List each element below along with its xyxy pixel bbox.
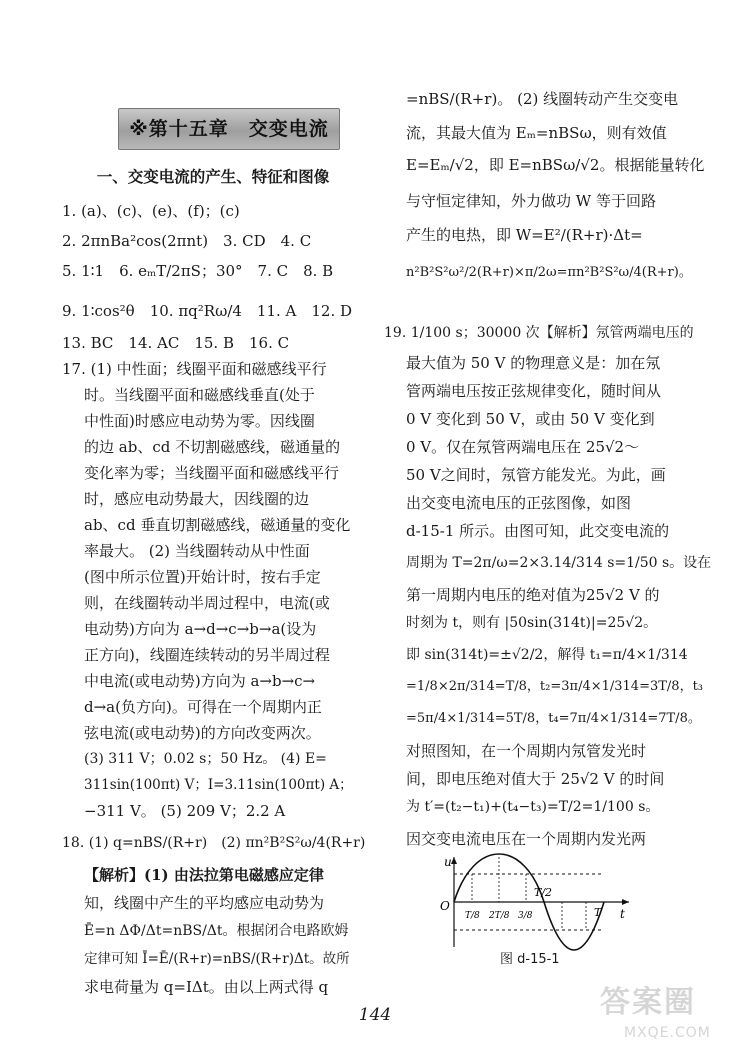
answer-line: 9. 1∶cos²θ 10. πq²Rω/4 11. A 12. D (62, 302, 353, 320)
analysis-line: 知，线圈中产生的平均感应电动势为 (84, 894, 325, 912)
analysis-line: d-15-1 所示。由图可知，此交变电流的 (406, 522, 670, 540)
analysis-line: 产生的电热，即 W=E²/(R+r)·Δt= (406, 226, 643, 244)
tick-label: 2T/8 (489, 911, 510, 921)
t-axis-label: t (620, 907, 625, 921)
tick-label: T/8 (465, 911, 480, 921)
analysis-line: 流，其最大值为 Eₘ=nBSω，则有效值 (406, 124, 667, 142)
analysis-line: 第一周期内电压的绝对值为25√2 V 的 (406, 586, 660, 604)
answer-line: (图中所示位置)开始计时，按右手定 (84, 568, 321, 586)
t-axis-arrow (622, 899, 629, 905)
answer-line: 1. (a)、(c)、(e)、(f)；(c) (62, 202, 240, 220)
chapter-banner: ※第十五章 交变电流 (118, 108, 340, 150)
analysis-line: 最大值为 50 V 的物理意义是：加在氖 (406, 354, 661, 372)
answer-line: 的边 ab、cd 不切割磁感线，磁通量的 (84, 438, 341, 456)
answer-line: −311 V。 (5) 209 V；2.2 A (84, 802, 286, 820)
analysis-line: =1/8×2π/314=T/8，t₂=3π/4×1/314=3T/8，t₃ (406, 679, 704, 694)
answer-line: ab、cd 垂直切割磁感线，磁通量的变化 (84, 516, 351, 534)
analysis-line: 即 sin(314t)=±√2/2，解得 t₁=π/4×1/314 (406, 647, 688, 663)
u-axis-arrow (451, 857, 457, 864)
analysis-line: Ē=n ΔΦ/Δt=nBS/Δt。根据闭合电路欧姆 (84, 923, 349, 939)
analysis-line: 0 V。仅在氖管两端电压在 25√2～ (406, 438, 640, 456)
answer-line: 电动势)方向为 a→d→c→b→a(设为 (84, 620, 317, 638)
figure-caption: 图 d-15-1 (500, 952, 560, 967)
answer-line: 2. 2πnBa²cos(2πnt) 3. CD 4. C (62, 232, 312, 250)
analysis-line: n²B²S²ω²/2(R+r)×π/2ω=πn²B²S²ω/4(R+r)。 (406, 265, 692, 280)
page-number: 144 (358, 1005, 392, 1025)
half-period-label: T/2 (534, 886, 553, 899)
answer-line: (3) 311 V；0.02 s；50 Hz。 (4) E= (84, 751, 327, 767)
section-title: 一、交变电流的产生、特征和图像 (96, 168, 330, 186)
analysis-line: 时刻为 t，则有 |50sin(314t)|=25√2。 (406, 615, 658, 631)
origin-label: O (440, 899, 450, 913)
answer-line: 18. (1) q=nBS/(R+r) (2) πn²B²S²ω/4(R+r) (62, 835, 366, 851)
analysis-line: 出交变电流电压的正弦图像，如图 (406, 494, 632, 512)
analysis-line: 50 V之间时，氖管方能发光。为此，画 (406, 466, 666, 484)
analysis-line: 与守恒定律知，外力做功 W 等于回路 (406, 192, 656, 210)
answer-line: 19. 1/100 s；30000 次【解析】氖管两端电压的 (384, 325, 694, 341)
answer-line: 率最大。 (2) 当线圈转动从中性面 (84, 542, 310, 560)
answer-line: 时，感应电动势最大，因线圈的边 (84, 490, 310, 508)
answer-line: 则，在线圈转动半周过程中，电流(或 (84, 594, 330, 612)
answer-line: 311sin(100πt) V；I=3.11sin(100πt) A； (84, 777, 353, 793)
tick-label: 3/8 (518, 911, 533, 921)
analysis-line: 因交变电流电压在一个周期内发光两 (406, 830, 647, 848)
analysis-line: 定律可知 Ī=Ē/(R+r)=nBS/(R+r)Δt。故所 (84, 951, 350, 967)
answer-line: 中电流(或电动势)方向为 a→b→c→ (84, 672, 316, 690)
answer-line: 5. 1∶1 6. eₘT/2πS；30° 7. C 8. B (62, 262, 334, 280)
answer-line: 弦电流(或电动势)的方向改变两次。 (84, 724, 321, 742)
watermark-text: 答案圈 (600, 985, 696, 1020)
analysis-line: 间，即电压绝对值大于 25√2 V 的时间 (406, 770, 665, 788)
watermark-url: MXQE.COM (624, 1025, 711, 1041)
analysis-line: 0 V 变化到 50 V，或由 50 V 变化到 (406, 410, 655, 428)
sine-wave-figure (434, 852, 634, 952)
answer-line: 17. (1) 中性面；线圈平面和磁感线平行 (62, 360, 327, 378)
analysis-line: 管两端电压按正弦规律变化，随时间从 (406, 382, 662, 400)
analysis-line: 【解析】(1) 由法拉第电磁感应定律 (84, 866, 324, 884)
answer-line: 时。当线圈平面和磁感线垂直(处于 (84, 386, 315, 404)
period-label: T (594, 906, 602, 919)
analysis-line: =nBS/(R+r)。 (2) 线圈转动产生交变电 (406, 90, 679, 108)
answer-line: 变化率为零；当线圈平面和磁感线平行 (84, 464, 340, 482)
analysis-line: E=Eₘ/√2，即 E=nBSω/√2。根据能量转化 (406, 156, 705, 174)
analysis-line: 周期为 T=2π/ω=2×3.14/314 s=1/50 s。设在 (406, 555, 712, 571)
answer-line: d→a(负方向)。可得在一个周期内正 (84, 698, 322, 716)
answer-line: 中性面)时感应电动势为零。因线圈 (84, 412, 315, 430)
u-axis-label: u (444, 855, 452, 869)
watermark (592, 985, 742, 1047)
analysis-line: 对照图知，在一个周期内氖管发光时 (406, 742, 647, 760)
analysis-line: =5π/4×1/314=5T/8，t₄=7π/4×1/314=7T/8。 (406, 711, 701, 726)
answer-line: 13. BC 14. AC 15. B 16. C (62, 334, 290, 352)
analysis-line: 求电荷量为 q=IΔt。由以上两式得 q (84, 978, 329, 996)
analysis-line: 为 t′=(t₂−t₁)+(t₄−t₃)=T/2=1/100 s。 (406, 799, 660, 815)
answer-line: 正方向)，线圈连续转动的另半周过程 (84, 646, 330, 664)
